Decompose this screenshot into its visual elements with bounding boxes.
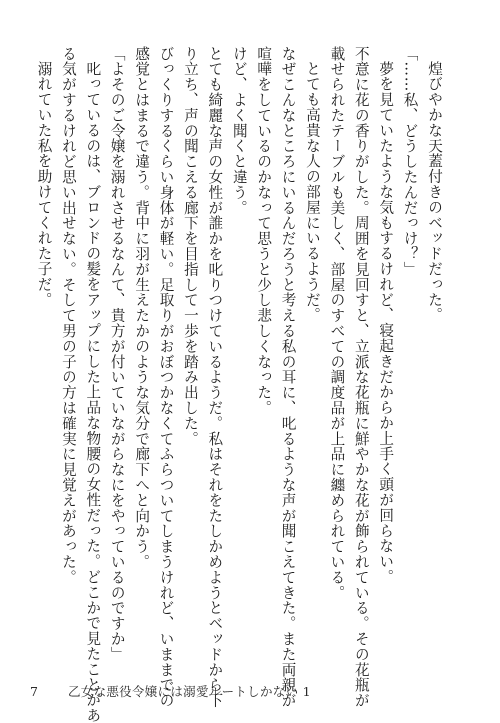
- text-line: 感覚とはまるで違う。背中に羽が生えたかのような気分で廊下へと向かう。: [133, 46, 151, 570]
- page-footer: [30, 682, 311, 700]
- text-line: びっくりするくらい身体が軽い。足取りがおぼつかなくてふらついてしまうけれど、いままでの: [157, 46, 175, 709]
- book-title: 乙女な悪役令嬢には溺愛ルートしかない 1: [67, 684, 311, 699]
- text-line: り立ち、声の聞こえる廊下を目指して一歩を踏み出した。: [181, 46, 199, 447]
- text-line: なぜこんなところにいるんだろうと考える私の耳に、叱るような声が聞こえてきた。また両親が: [279, 46, 297, 709]
- text-line: とても高貴な人の部屋にいるようだ。: [303, 60, 321, 323]
- text-line: 夢を見ていたような気もするけれど、寝起きだからか上手く頭が回らない。: [377, 60, 395, 585]
- text-line: 不意に花の香りがした。周囲を見回すと、立派な花瓶に鮮やかな花が飾られている。その花瓶が: [352, 46, 370, 709]
- text-line: 喧嘩をしているのかなって思うと少し悲しくなった。: [255, 46, 273, 416]
- text-line: 「……私、どうしたんだっけ？」: [401, 46, 419, 277]
- text-line: 「よそのご令嬢を溺れさせるなんて、貴方が付いていながらなにをやっているのですか」: [108, 46, 126, 662]
- text-line: とても綺麗な声の女性が誰かを叱りつけているようだ。私はそれをたしかめようとベッドから下: [206, 46, 224, 709]
- text-line: けど、よく聞くと違う。: [230, 46, 248, 216]
- text-line: る気がするけれど思い出せない。そして男の子の方は確実に見覚えがあった。: [59, 46, 77, 585]
- text-line: 煌びやかな天蓋付きのベッドだった。: [426, 60, 443, 323]
- text-line: 叱っているのは、ブロンドの髪をアップにした上品な物腰の女性だった。どこかで見たことがあ: [84, 60, 102, 723]
- text-line: 溺れていた私を助けてくれた子だ。: [35, 60, 53, 307]
- page-number: 7: [30, 684, 38, 699]
- text-line: 載せられたテーブルも美しく、部屋のすべての調度品が上品に纏められている。: [328, 46, 346, 601]
